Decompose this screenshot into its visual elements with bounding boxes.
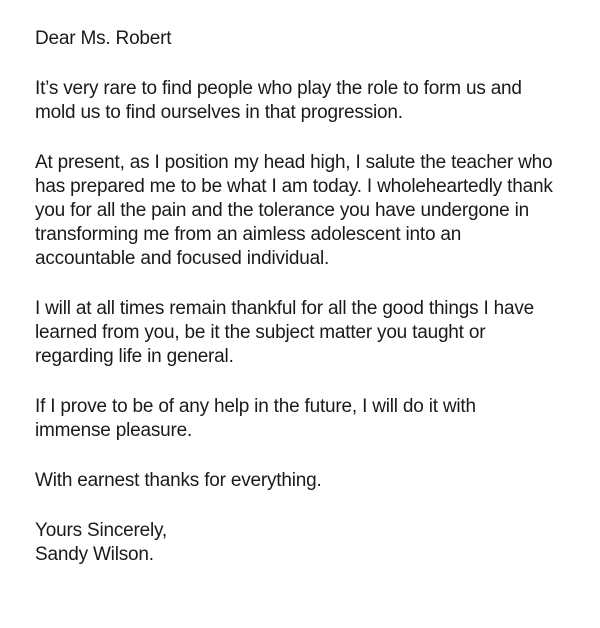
paragraph-line: mold us to find ourselves in that progression. <box>35 102 403 123</box>
paragraph-2 <box>35 151 580 271</box>
letter-body <box>35 27 580 567</box>
paragraph-line: I will at all times remain thankful for all the good things I have <box>35 298 535 319</box>
paragraph-line: regarding life in general. <box>35 346 234 367</box>
signature-block <box>35 519 580 567</box>
signature-name: Sandy Wilson. <box>35 544 154 565</box>
paragraph-line: you for all the pain and the tolerance you have undergone in <box>35 200 529 221</box>
paragraph-line: accountable and focused individual. <box>35 248 330 269</box>
paragraph-line: immense pleasure. <box>35 420 193 441</box>
paragraph-line: At present, as I position my head high, I salute the teacher who <box>35 152 553 173</box>
paragraph-line: It’s very rare to find people who play the role to form us and <box>35 78 522 99</box>
closing-line: With earnest thanks for everything. <box>35 470 322 491</box>
paragraph-line: If I prove to be of any help in the future, I will do it with <box>35 396 476 417</box>
salutation: Dear Ms. Robert <box>35 28 172 49</box>
paragraph-line: transforming me from an aimless adolescent into an <box>35 224 462 245</box>
sign-off: Yours Sincerely, <box>35 520 167 541</box>
paragraph-3 <box>35 297 580 369</box>
paragraph-line: has prepared me to be what I am today. I wholeheartedly thank <box>35 176 553 197</box>
paragraph-line: learned from you, be it the subject matter you taught or <box>35 322 486 343</box>
paragraph-4 <box>35 395 580 443</box>
paragraph-1 <box>35 77 580 125</box>
